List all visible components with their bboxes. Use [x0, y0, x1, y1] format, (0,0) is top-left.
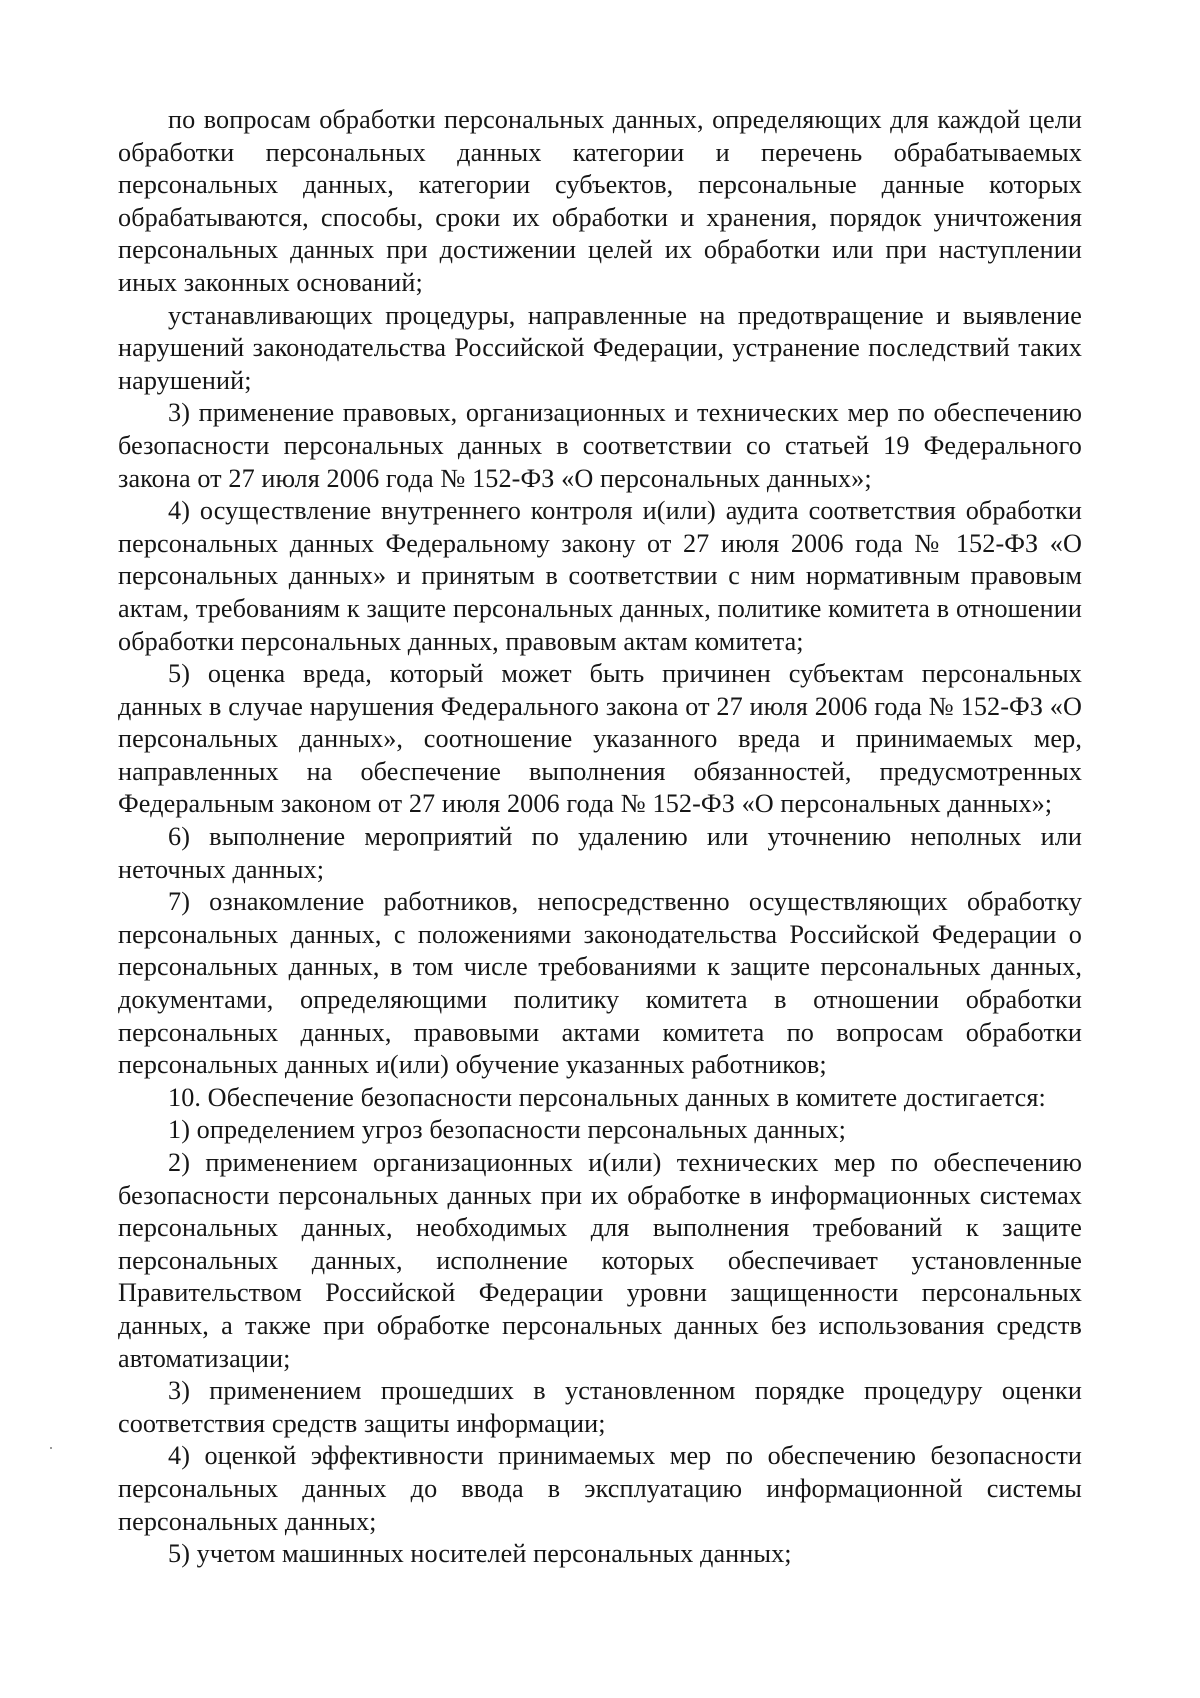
paragraph-item-4-internal-control: 4) осуществление внутреннего контроля и(или) аудита соответствия обработки персональных данных Федеральному закону от 27 июля 2006 года № 152-ФЗ «О персональных данных» и принятым в соответствии с ним нормативным правовым актам, требованиям к защите персональных данных, политике комитета в отношении обработки персональных данных, правовым актам комитета;	[118, 496, 1082, 656]
paragraph-section-10-item-5: 5) учетом машинных носителей персональных данных;	[168, 1539, 792, 1569]
paragraph-section-10-item-1: 1) определением угроз безопасности персональных данных;	[168, 1115, 847, 1145]
paragraph-violation-procedures: устанавливающих процедуры, направленные на предотвращение и выявление нарушений законодательства Российской Федерации, устранение последствий таких нарушений;	[118, 300, 1082, 395]
paragraph-section-10-item-4: 4) оценкой эффективности принимаемых мер по обеспечению безопасности персональных данных до ввода в эксплуатацию информационной системы персональных данных;	[118, 1441, 1082, 1536]
paragraph-item-3-security-measures: 3) применение правовых, организационных и технических мер по обеспечению безопасности персональных данных в соответствии со статьей 19 Федерального закона от 27 июля 2006 года № 152-ФЗ «О персональных данных»;	[118, 398, 1082, 493]
document-body	[118, 104, 1082, 1571]
paragraph-item-5-harm-assessment: 5) оценка вреда, который может быть причинен субъектам персональных данных в случае нарушения Федерального закона от 27 июля 2006 года № 152-ФЗ «О персональных данных», соотношение указанного вреда и принимаемых мер, направленных на обеспечение выполнения обязанностей, предусмотренных Федеральным законом от 27 июля 2006 года № 152-ФЗ «О персональных данных»;	[118, 659, 1082, 819]
paragraph-processing-policies: по вопросам обработки персональных данных, определяющих для каждой цели обработки персональных данных категории и перечень обрабатываемых персональных данных, категории субъектов, персональные данные которых обрабатываются, способы, сроки их обработки и хранения, порядок уничтожения персональных данных при достижении целей их обработки или при наступлении иных законных оснований;	[118, 105, 1082, 297]
scan-speck	[50, 1447, 52, 1449]
paragraph-item-6-data-correction: 6) выполнение мероприятий по удалению или уточнению неполных или неточных данных;	[118, 822, 1082, 884]
paragraph-section-10-item-2: 2) применением организационных и(или) технических мер по обеспечению безопасности персональных данных при их обработке в информационных системах персональных данных, необходимых для выполнения требований к защите персональных данных, исполнение которых обеспечивает установленные Правительством Российской Федерации уровни защищенности персональных данных, а также при обработке персональных данных без использования средств автоматизации;	[118, 1148, 1082, 1373]
paragraph-section-10-heading: 10. Обеспечение безопасности персональных данных в комитете достигается:	[168, 1082, 1046, 1112]
paragraph-section-10-item-3: 3) применением прошедших в установленном порядке процедуру оценки соответствия средств защиты информации;	[118, 1376, 1082, 1438]
paragraph-item-7-employee-training: 7) ознакомление работников, непосредственно осуществляющих обработку персональных данных, с положениями законодательства Российской Федерации о персональных данных, в том числе требованиями к защите персональных данных, документами, определяющими политику комитета в отношении обработки персональных данных, правовыми актами комитета по вопросам обработки персональных данных и(или) обучение указанных работников;	[118, 887, 1082, 1080]
